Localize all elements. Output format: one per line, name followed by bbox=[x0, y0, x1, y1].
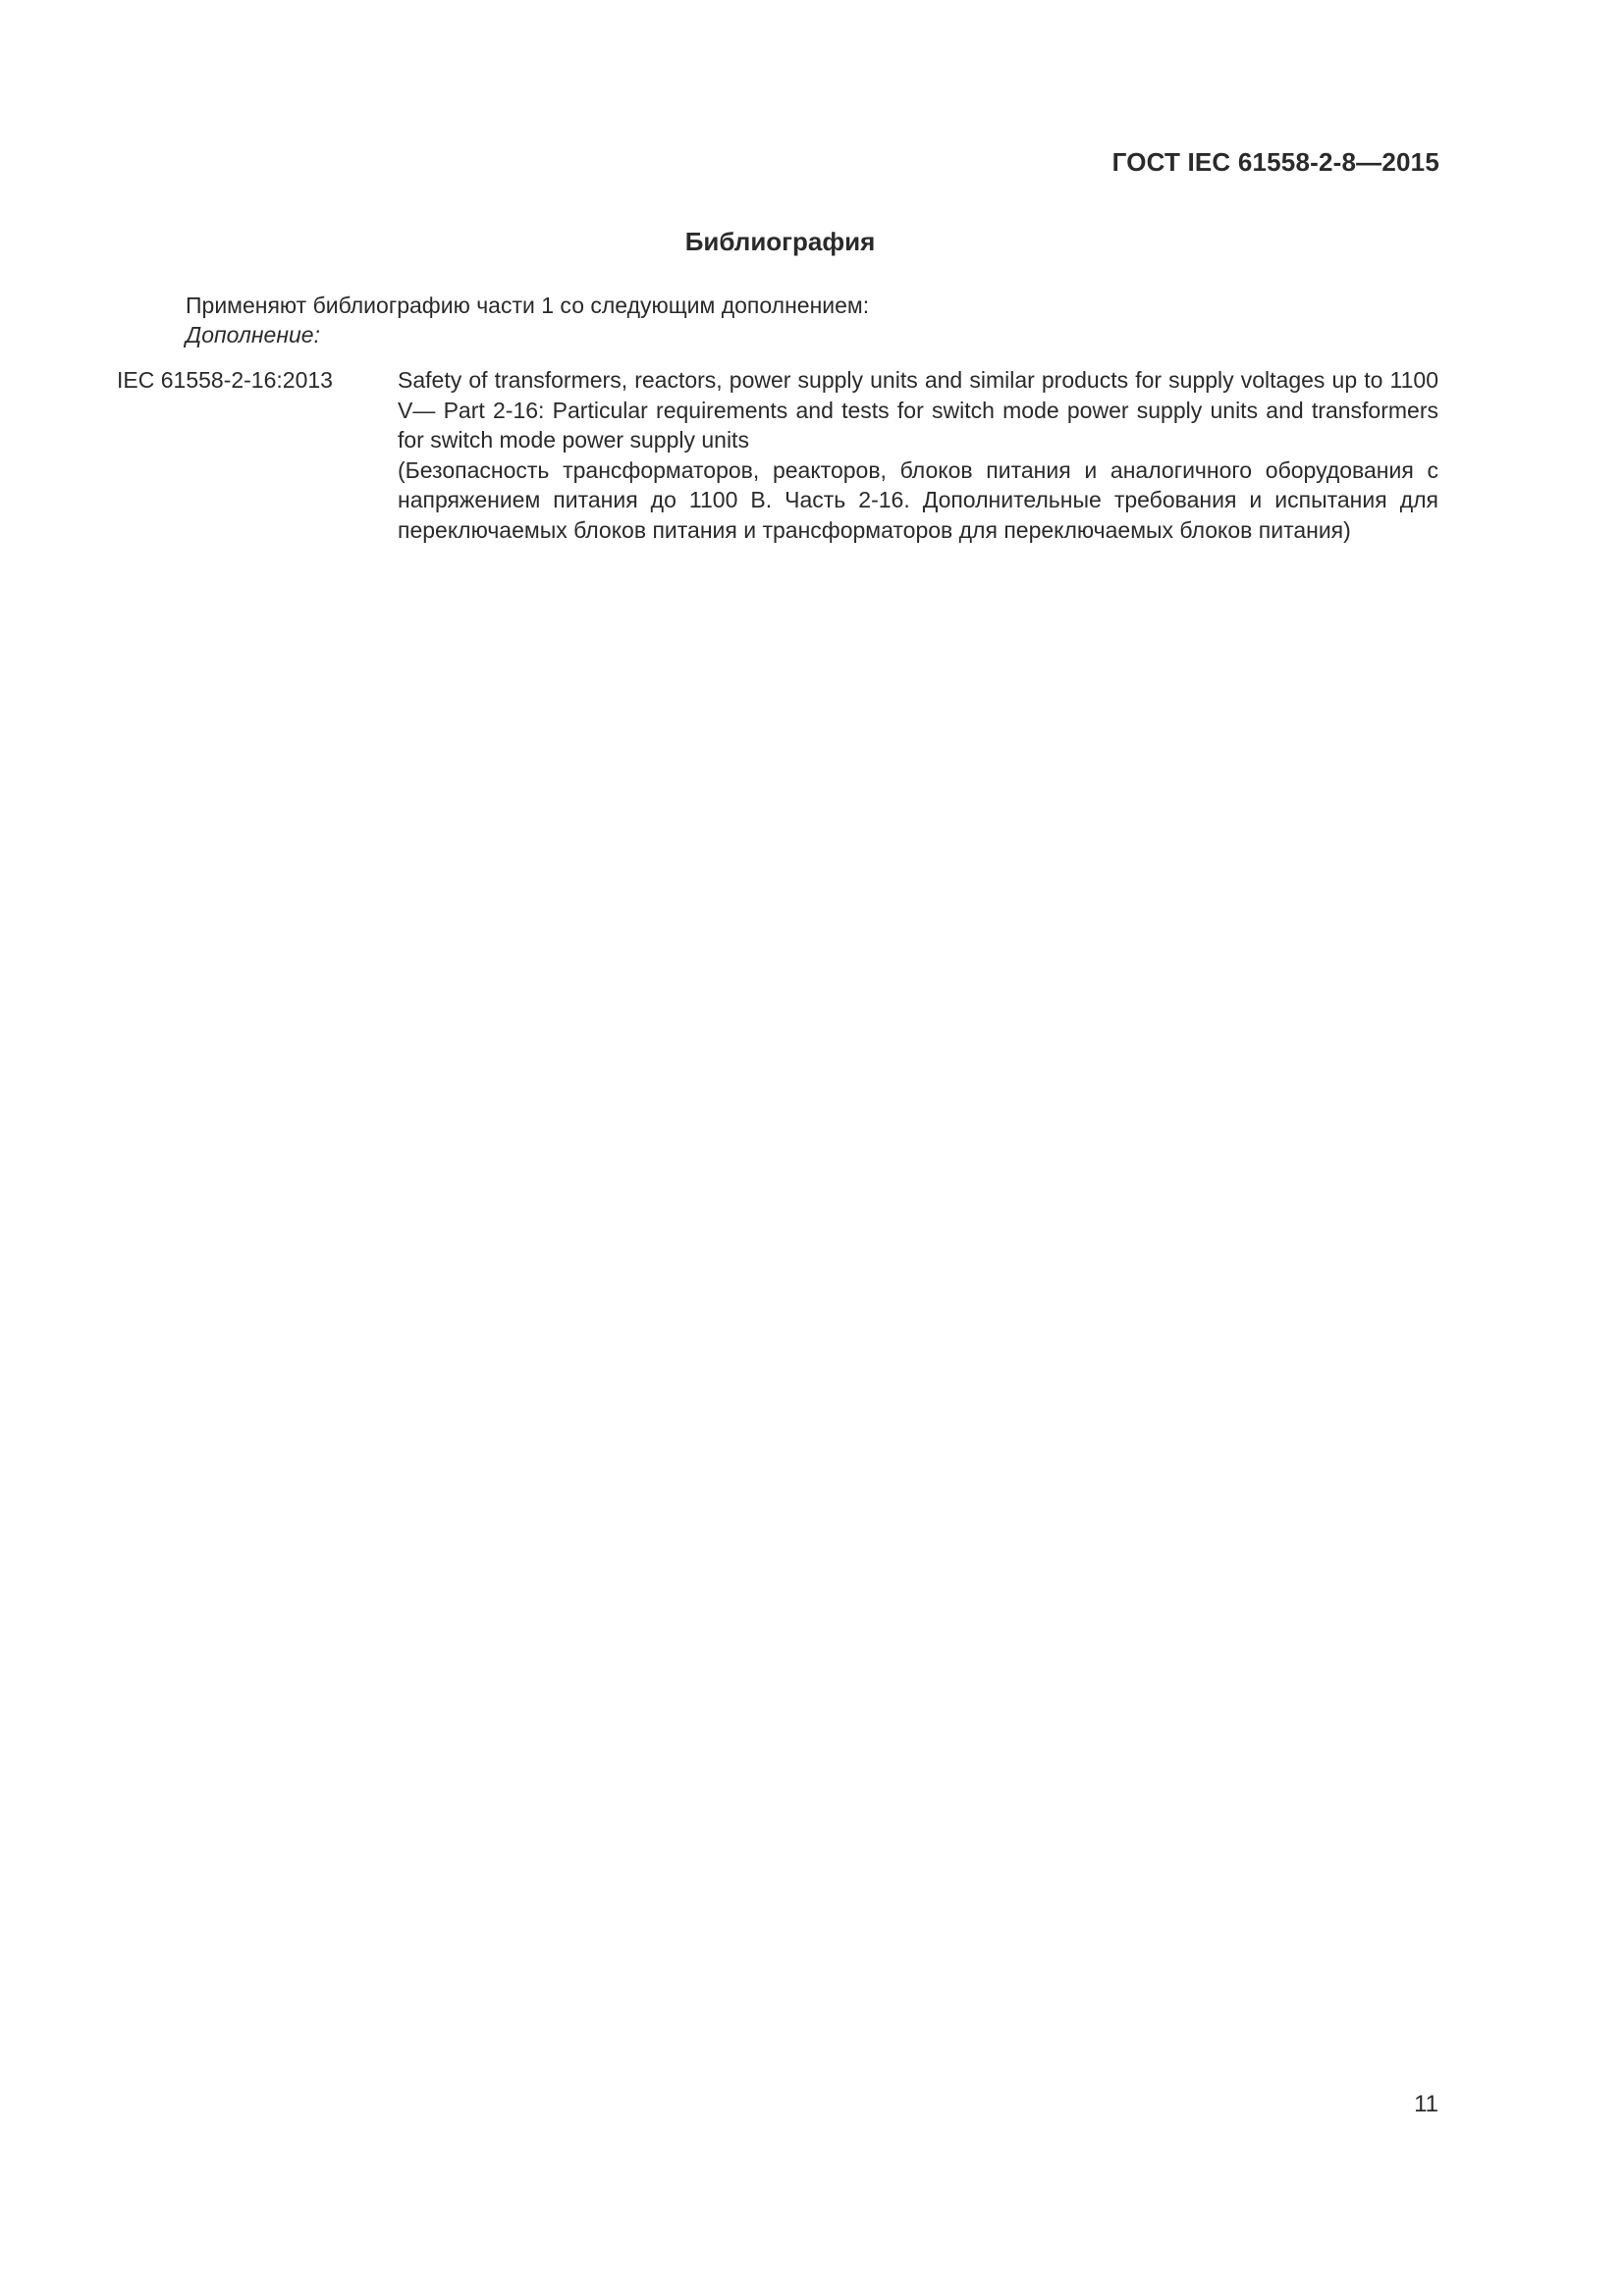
bibliography-description bbox=[398, 365, 1438, 545]
bibliography-english-title: Safety of transformers, reactors, power supply units and similar products for supply voltages up to 1100 V— Part 2-16: Particular requirements and tests for switch mode power supply units and transformers for switch mode power supply units bbox=[398, 367, 1438, 453]
page-number: 11 bbox=[1414, 2091, 1438, 2117]
section-title: Библиография bbox=[684, 227, 876, 256]
bibliography-russian-title: (Безопасность трансформаторов, реакторов, блоков питания и аналогичного оборудования с напряжением питания до 1100 В. Часть 2-16. Дополнительные требования и испытания для переключаемых блоков питания и трансформаторов для переключаемых блоков питания) bbox=[398, 456, 1438, 543]
document-code-header: ГОСТ IEC 61558-2-8—2015 bbox=[1111, 147, 1439, 177]
intro-line: Применяют библиографию части 1 со следующим дополнением: bbox=[186, 293, 870, 318]
intro-block bbox=[186, 291, 869, 349]
bibliography-reference: IEC 61558-2-16:2013 bbox=[117, 367, 333, 393]
addition-label: Дополнение: bbox=[186, 322, 320, 347]
